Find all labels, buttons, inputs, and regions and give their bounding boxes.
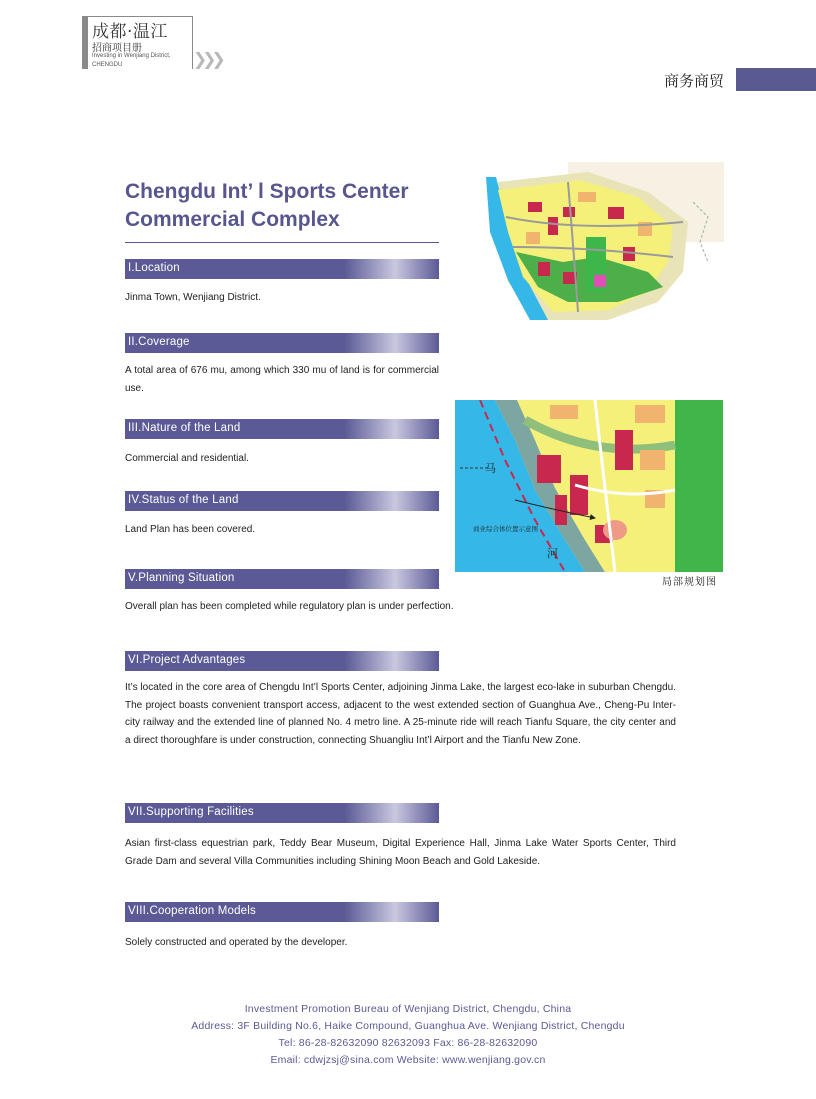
brand-english-line2: CHENGDU <box>92 62 123 68</box>
section-heading: IV.Status of the Land <box>128 494 239 506</box>
section-body-status: Land Plan has been covered. <box>125 524 256 535</box>
map-label-ma: 马 <box>485 463 496 475</box>
section-heading: III.Nature of the Land <box>128 422 241 434</box>
section-body-advantages: It’s located in the core area of Chengdu Int’l Sports Center, adjoining Jinma Lake, the largest eco-lake in suburban Chengdu. The project boasts convenient transport access, adjacent to the west extended section of Guanghua Ave., Cheng-Pu Inter-city railway and the extended line of planned No. 4 metro line. A 25-minute ride will reach Tianfu Square, the city center and a direct thoroughfare is under construction, connecting Shuangliu Int’l Airport and the Tianfu New Zone. <box>125 682 676 746</box>
section-heading: VI.Project Advantages <box>128 654 246 666</box>
section-header-advantages <box>125 651 439 671</box>
detail-map-graphic <box>455 400 723 572</box>
section-header-location <box>125 259 439 279</box>
page-title <box>125 178 455 234</box>
brand-subtitle: 招商项目册 <box>92 43 142 54</box>
section-body-nature: Commercial and residential. <box>125 453 249 464</box>
overview-map-graphic <box>468 162 724 320</box>
section-tag-bar <box>736 68 816 91</box>
chevron-right-icon: ❯❯❯ <box>193 50 221 69</box>
overview-map <box>468 162 724 320</box>
section-header-planning <box>125 569 439 589</box>
footer-contact: Email: cdwjzsj@sina.com Website: www.wenjiang.gov.cn <box>270 1054 546 1066</box>
brand-english-line1: Investing in Wenjiang District, <box>92 53 171 59</box>
section-heading: VIII.Cooperation Models <box>128 905 256 917</box>
section-heading: II.Coverage <box>128 336 190 348</box>
map-label-he: 河 <box>547 548 558 560</box>
section-body-coverage: A total area of 676 mu, among which 330 mu of land is for commercial use. <box>125 365 439 394</box>
section-heading: V.Planning Situation <box>128 572 235 584</box>
section-body-cooperation: Solely constructed and operated by the developer. <box>125 937 348 948</box>
section-body-facilities: Asian first-class equestrian park, Teddy Bear Museum, Digital Experience Hall, Jinma Lake Water Sports Center, Third Grade Dam and several Villa Communities including Shining Moon Beach and Gold Lakeside. <box>125 838 676 867</box>
footer-phone: Tel: 86-28-82632090 82632093 Fax: 86-28-82632090 <box>278 1037 538 1049</box>
brand-title: 成都·温江 <box>92 22 168 42</box>
section-header-cooperation <box>125 902 439 922</box>
map-label-site: 商业综合体位置示意图 <box>473 526 538 533</box>
footer-bureau: Investment Promotion Bureau of Wenjiang District, Chengdu, China <box>244 1003 572 1015</box>
section-heading: I.Location <box>128 262 180 274</box>
section-header-status <box>125 491 439 511</box>
footer-address: Address: 3F Building No.6, Haike Compound, Guanghua Ave. Wenjiang District, Chengdu <box>191 1020 625 1032</box>
section-tag: 商务商贸 <box>664 72 725 90</box>
page-title-line2: Commercial Complex <box>125 208 340 231</box>
page-title-line1: Chengdu Int’ l Sports Center <box>125 180 409 203</box>
title-divider <box>125 242 439 243</box>
section-header-nature <box>125 419 439 439</box>
section-header-facilities <box>125 803 439 823</box>
section-header-coverage <box>125 333 439 353</box>
detail-map <box>455 400 723 572</box>
section-body-planning: Overall plan has been completed while regulatory plan is under perfection. <box>125 601 454 612</box>
section-body-location: Jinma Town, Wenjiang District. <box>125 292 261 303</box>
map-caption: 局部规划图 <box>662 577 717 588</box>
section-heading: VII.Supporting Facilities <box>128 806 254 818</box>
